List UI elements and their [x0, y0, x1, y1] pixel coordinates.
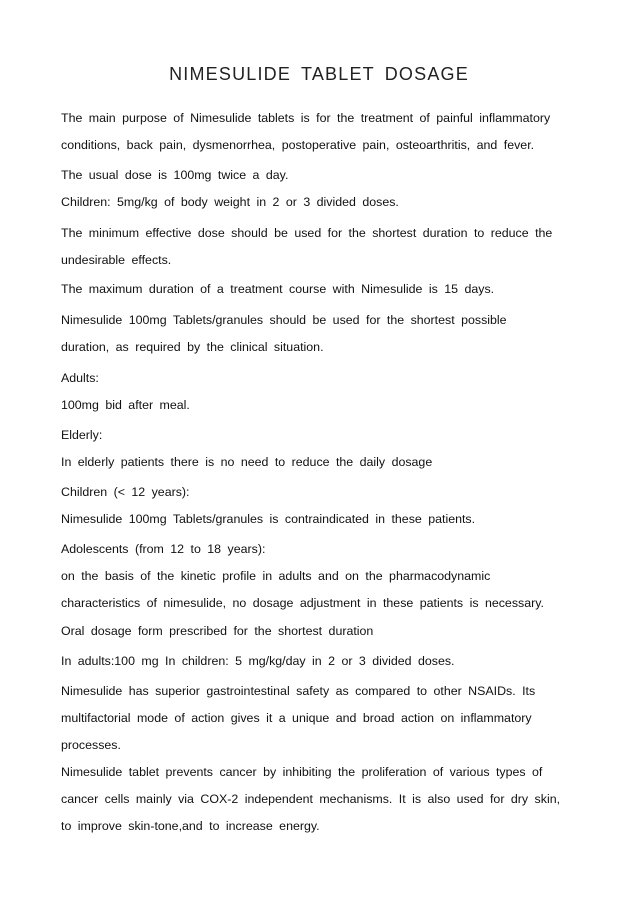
paragraph-line: Nimesulide 100mg Tablets/granules is contraindicated in these patients. [61, 512, 476, 526]
paragraph-line: characteristics of nimesulide, no dosage adjustment in these patients is necessary. [61, 596, 544, 610]
paragraph-line: Children (< 12 years): [61, 485, 190, 499]
paragraph-shortest-use [61, 307, 581, 361]
paragraph-line: Adults: [61, 371, 99, 385]
paragraph-line: to improve skin-tone,and to increase energy. [61, 819, 320, 833]
paragraph-adolescents [61, 536, 581, 617]
paragraph-line: multifactorial mode of action gives it a unique and broad action on inflammatory [61, 711, 532, 725]
paragraph-oral-form [61, 618, 581, 645]
paragraph-cancer [61, 759, 581, 840]
paragraph-line: Oral dosage form prescribed for the shortest duration [61, 624, 374, 638]
paragraph-elderly [61, 422, 581, 476]
paragraph-line: The usual dose is 100mg twice a day. [61, 168, 289, 182]
paragraph-line: The maximum duration of a treatment course with Nimesulide is 15 days. [61, 282, 495, 296]
paragraph-line: processes. [61, 738, 121, 752]
paragraph-line: undesirable effects. [61, 253, 172, 267]
paragraph-line: The main purpose of Nimesulide tablets is for the treatment of painful inflammatory [61, 111, 551, 125]
paragraph-line: 100mg bid after meal. [61, 398, 190, 412]
paragraph-line: Adolescents (from 12 to 18 years): [61, 542, 266, 556]
paragraph-line: on the basis of the kinetic profile in adults and on the pharmacodynamic [61, 569, 491, 583]
paragraph-line: cancer cells mainly via COX-2 independent mechanisms. It is also used for dry skin, [61, 792, 561, 806]
paragraph-purpose [61, 105, 581, 159]
paragraph-line: Nimesulide 100mg Tablets/granules should be used for the shortest possible [61, 313, 507, 327]
paragraph-line: In elderly patients there is no need to reduce the daily dosage [61, 455, 433, 469]
paragraph-line: The minimum effective dose should be used for the shortest duration to reduce the [61, 226, 553, 240]
paragraph-usual-dose [61, 162, 581, 216]
paragraph-line: Nimesulide tablet prevents cancer by inhibiting the proliferation of various types of [61, 765, 543, 779]
paragraph-minimum-dose [61, 220, 581, 274]
paragraph-line: Elderly: [61, 428, 103, 442]
paragraph-adults [61, 365, 581, 419]
paragraph-safety [61, 678, 581, 759]
paragraph-line: In adults:100 mg In children: 5 mg/kg/day in 2 or 3 divided doses. [61, 654, 455, 668]
paragraph-line: duration, as required by the clinical situation. [61, 340, 324, 354]
paragraph-children [61, 479, 581, 533]
paragraph-maximum-duration [61, 276, 581, 303]
document-title: NIMESULIDE TABLET DOSAGE [169, 64, 469, 84]
paragraph-line: Children: 5mg/kg of body weight in 2 or 3 divided doses. [61, 195, 399, 209]
paragraph-line: conditions, back pain, dysmenorrhea, postoperative pain, osteoarthritis, and fever. [61, 138, 535, 152]
paragraph-line: Nimesulide has superior gastrointestinal safety as compared to other NSAIDs. Its [61, 684, 536, 698]
paragraph-doses [61, 648, 581, 675]
